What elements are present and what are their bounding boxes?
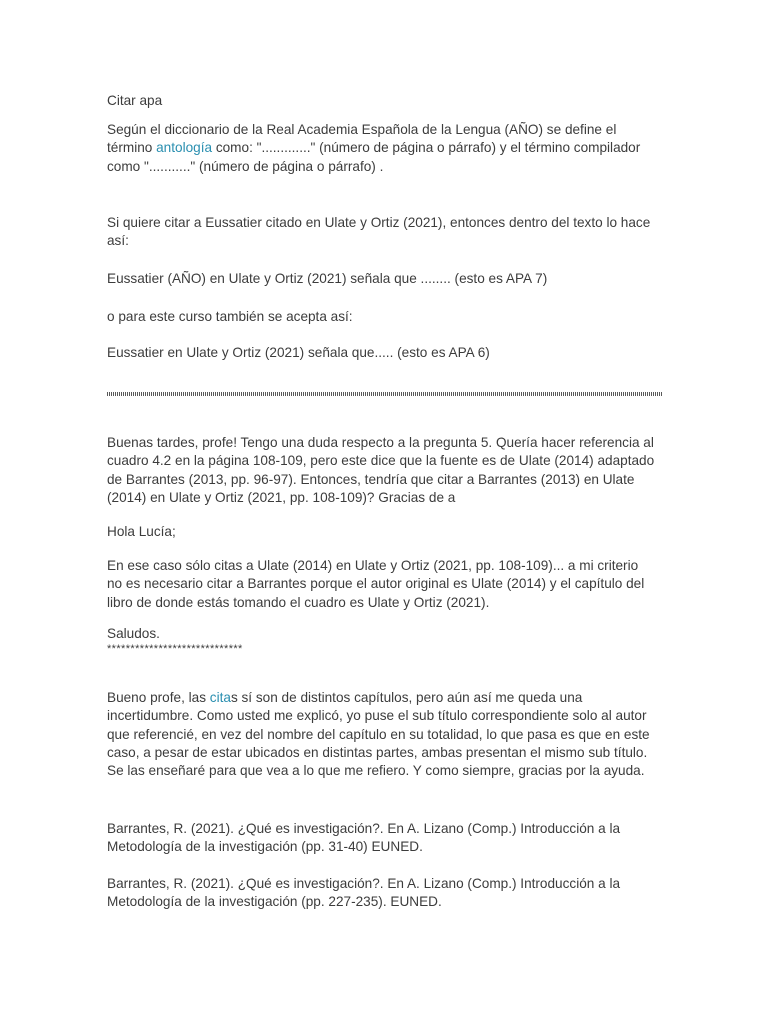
reply-signoff: Saludos. [107, 626, 160, 641]
reply-greeting: Hola Lucía; [107, 524, 176, 539]
cita-link[interactable]: cita [209, 690, 231, 705]
paragraph-definition [107, 121, 655, 176]
stars-separator: ***************************** [107, 643, 243, 655]
paragraph-alternative: o para este curso también se acepta así: [107, 309, 353, 324]
paragraph-text: Según el diccionario de la Real Academia Española de la Lengua (AÑO) se define el término [107, 122, 617, 156]
reference-2: Barrantes, R. (2021). ¿Qué es investigación?. En A. Lizano (Comp.) Introducción a la Metodología de la investigación (pp. 227-235). EUNED. [107, 876, 621, 910]
paragraph-apa6-example: Eussatier en Ulate y Ortiz (2021) señala que..... (esto es APA 6) [107, 345, 490, 360]
paragraph-text: s sí son de distintos capítulos, pero aún así me queda una incertidumbre. Como usted me explicó, yo puse el sub título correspondiente solo al autor que referencié, en vez del nombre del capítulo en su totalidad, lo que pasa es que en este caso, a pesar de estar ubicados en distintas partes, ambas presentan el mismo sub título. Se las enseñaré para que vea a lo que me refiero. Y como siempre, gracias por la ayuda. [107, 690, 650, 779]
reference-1: Barrantes, R. (2021). ¿Qué es investigación?. En A. Lizano (Comp.) Introducción a la Metodología de la investigación (pp. 31-40) EUNED. [107, 821, 621, 855]
reply-body: En ese caso sólo citas a Ulate (2014) en Ulate y Ortiz (2021, pp. 108-109)... a mi criterio no es necesario citar a Barrantes porque el autor original es Ulate (2014) y el capítulo del libro de donde estás tomando el cuadro es Ulate y Ortiz (2021). [107, 558, 645, 610]
paragraph-citation-intro: Si quiere citar a Eussatier citado en Ulate y Ortiz (2021), entonces dentro del texto lo hace así: [107, 215, 651, 249]
student-followup [107, 689, 655, 780]
paragraph-text: como: "............." (número de página o párrafo) y el término compilador como "..........." (número de página o párrafo) . [107, 140, 641, 174]
paragraph-text: Bueno profe, las [107, 690, 210, 705]
separator-line [107, 392, 663, 396]
antologia-link[interactable]: antología [156, 140, 213, 156]
student-question: Buenas tardes, profe! Tengo una duda respecto a la pregunta 5. Quería hacer referencia al cuadro 4.2 en la página 108-109, pero este dice que la fuente es de Ulate (2014) adaptado de Barrantes (2013, pp. 96-97). Entonces, tendría que citar a Barrantes (2013) en Ulate (2014) en Ulate y Ortiz (2021, pp. 108-109)? Gracias de a [107, 435, 655, 505]
paragraph-apa7-example: Eussatier (AÑO) en Ulate y Ortiz (2021) señala que ........ (esto es APA 7) [107, 271, 548, 286]
document-title: Citar apa [107, 93, 163, 108]
